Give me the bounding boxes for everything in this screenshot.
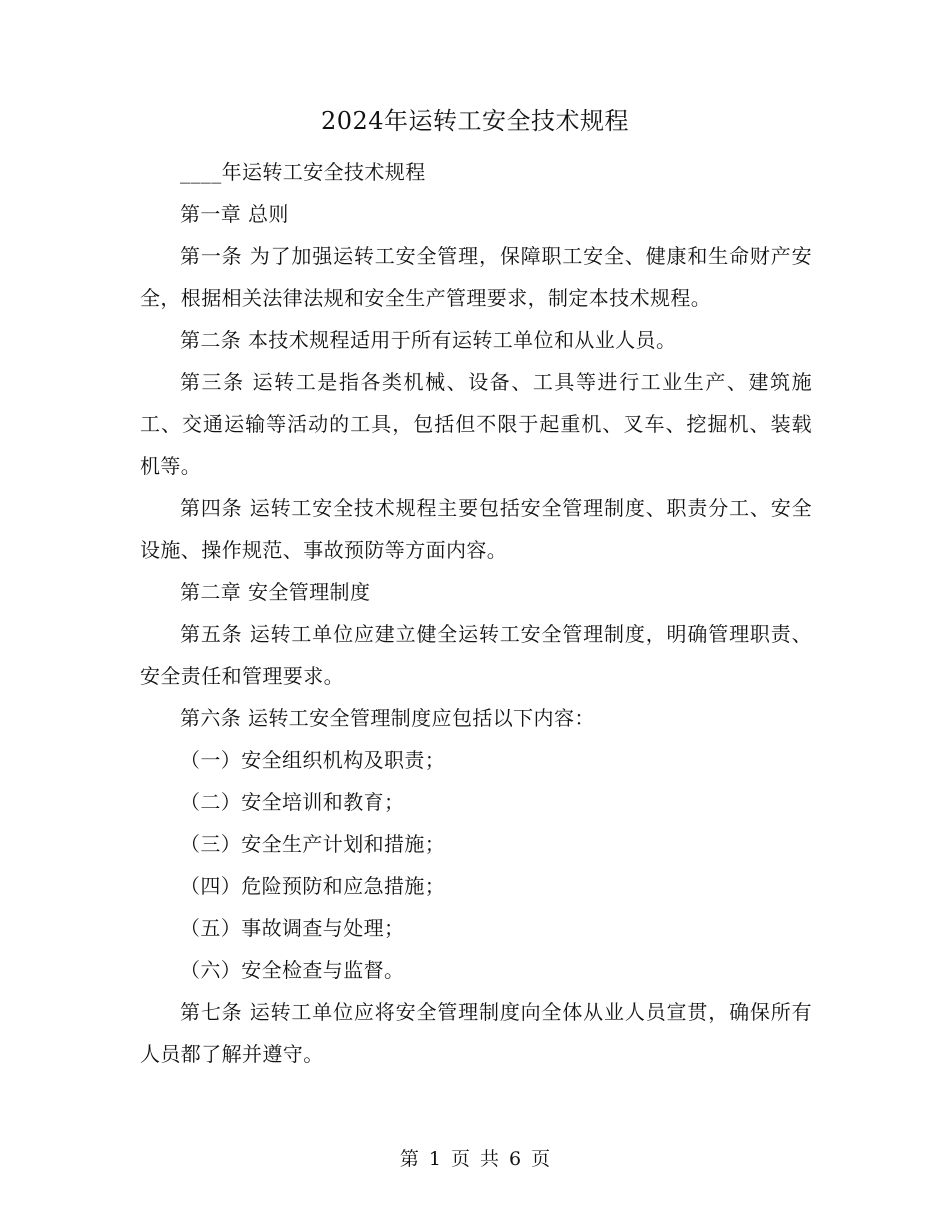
chapter-heading: 第一章 总则 bbox=[180, 202, 289, 226]
article-paragraph: 第二条 本技术规程适用于所有运转工单位和从业人员。 bbox=[180, 328, 677, 352]
list-item: （五）事故调查与处理； bbox=[180, 916, 405, 940]
article-paragraph: 第六条 运转工安全管理制度应包括以下内容： bbox=[180, 706, 595, 730]
article-paragraph: 第七条 运转工单位应将安全管理制度向全体从业人员宣贯，确保所有人员都了解并遵守。 bbox=[140, 1000, 812, 1066]
chapter-heading: 第二章 安全管理制度 bbox=[180, 580, 371, 604]
document-body bbox=[140, 151, 812, 1075]
list-item: （一）安全组织机构及职责； bbox=[180, 748, 446, 772]
list-item: （三）安全生产计划和措施； bbox=[180, 832, 446, 856]
article-paragraph: 第五条 运转工单位应建立健全运转工安全管理制度，明确管理职责、安全责任和管理要求。 bbox=[140, 622, 812, 688]
list-item: （六）安全检查与监督。 bbox=[180, 958, 405, 982]
list-item: （二）安全培训和教育； bbox=[180, 790, 405, 814]
subtitle-line: ____年运转工安全技术规程 bbox=[180, 160, 426, 184]
article-paragraph: 第三条 运转工是指各类机械、设备、工具等进行工业生产、建筑施工、交通运输等活动的工具，包括但不限于起重机、叉车、挖掘机、装载机等。 bbox=[140, 370, 812, 478]
list-item: （四）危险预防和应急措施； bbox=[180, 874, 446, 898]
article-paragraph: 第四条 运转工安全技术规程主要包括安全管理制度、职责分工、安全设施、操作规范、事故预防等方面内容。 bbox=[140, 496, 812, 562]
page-number-footer: 第 1 页 共 6 页 bbox=[399, 1148, 551, 1170]
document-title: 2024年运转工安全技术规程 bbox=[320, 107, 630, 135]
article-paragraph: 第一条 为了加强运转工安全管理，保障职工安全、健康和生命财产安全，根据相关法律法规和安全生产管理要求，制定本技术规程。 bbox=[140, 244, 812, 310]
